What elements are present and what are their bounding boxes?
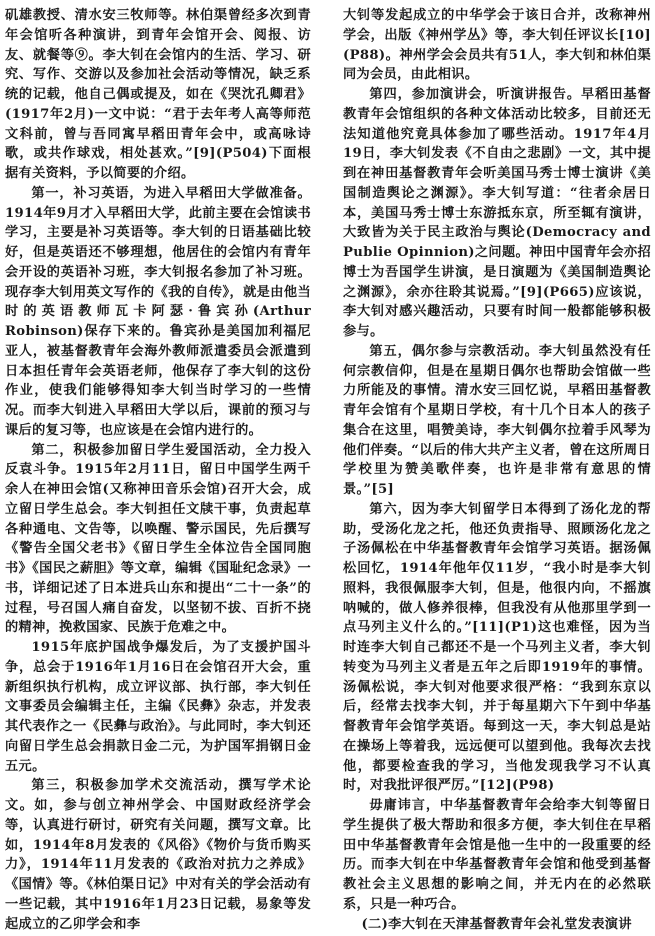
paragraph: 第四，参加演讲会，听演讲报告。早稻田基督教青年会馆组织的各种文体活动比较多，目前还无法知道他究竟具体参加了哪些活动。1917年4月19日，李大钊发表《不自由之悲剧》一文，其中提到在神田基督教青年会听美国马秀士博士演讲《美国制造舆论之渊源》。李大钊写道：“往者余居日本，美国马秀士博士东游抵东京，所至辄有演讲，大致皆为关于民主政治与舆论(Democracy and Publie Opinnion)之问题。神田中国青年会亦招博士为吾国学生讲演，是日演题为《美国制造舆论之渊源》，余亦往聆其说焉。”[9](P665)应该说，李大钊对感兴趣活动，只要有时间一般都能够积极参与。 [343,87,651,339]
paragraph: 第五，偶尔参与宗教活动。李大钊虽然没有任何宗教信仰，但是在星期日偶尔也帮助会馆做一些力所能及的事情。清水安三回忆说，早稻田基督教青年会馆有个星期日学校，有十几个日本人的孩子集合在这里，唱赞美诗，李大钊偶尔拉着手风琴为他们伴奏。“以后的伟大共产主义者，曾在这所周日学校里为赞美歌伴奏，也许是非常有意思的情景。”[5] [343,343,651,497]
paragraph: 第二，积极参加留日学生爱国活动，全力投入反袁斗争。1915年2月11日，留日中国学生两千余人在神田会馆(又称神田音乐会馆)召开大会，成立留日学生总会。李大钊担任文牍干事，负责起草各种通电、文告等，以唤醒、警示国民，先后撰写《警告全国父老书》《留日学生全体泣告全国同胞书》《国民之薪胆》等文章，编辑《国耻纪念录》一书，详细记述了日本进兵山东和提出“二十一条”的过程，号召国人痛自奋发，以坚韧不拔、百折不挠的精神，挽救国家、民族于危难之中。 [5,442,311,636]
paragraph: 第三，积极参加学术交流活动，撰写学术论文。如，参与创立神州学会、中国财政经济学会等，认真进行研讨，研究有关问题，撰写文章。比如，1914年8月发表的《风俗》《物价与货币购买力》，1914年11月发表的《政治对抗力之养成》《国情》等。《林伯渠日记》中对有关的学会活动有一些记载，其中1916年1月23日记载，易象等发起成立的乙卯学会和李 [5,778,311,932]
section-heading: (二)李大钊在天津基督教青年会礼堂发表演讲 [361,916,632,932]
paragraph: 矶雄教授、清水安三牧师等。林伯渠曾经多次到青年会馆听各种演讲，到青年会馆开会、阅报、访友、就餐等⑨。李大钊在会馆内的生活、学习、研究、写作、交游以及参加社会活动等情况，缺乏系统的记载，他自己偶或提及，如在《哭沈孔卿君》(1917年2月)一文中说：“君于去年考人高等师范文科前，曾与吾同寓早稻田青年会中，或高咏诗歌，或共作球戏，相处甚欢。”[9](P504)下面根据有关资料，予以简要的介绍。 [5,8,311,181]
paragraph: 大钊等发起成立的中华学会于该日合并，改称神州学会，出版《神州学丛》等，李大钊任评议长[10](P88)。神州学会会员共有51人，李大钊和林伯渠同为会员，由此相识。 [343,8,651,83]
paragraph: 1915年底护国战争爆发后，为了支援护国斗争，总会于1916年1月16日在会馆召开大会，重新组织执行机构，成立评议部、执行部，李大钊任文事委员会编辑主任，主编《民彝》杂志，并发表其代表作之一《民彝与政治》。与此同时，李大钊还向留日学生总会捐款日金二元，为护国军捐钢日金五元。 [5,640,311,774]
left-column [5,6,311,934]
paragraph: 第六，因为李大钊留学日本得到了汤化龙的帮助，受汤化龙之托，他还负责指导、照顾汤化龙之子汤佩松在中华基督教青年会馆学习英语。据汤佩松回忆，1914年他年仅11岁，“我小时是李大钊照料，我很佩服李大钊，但是，他很内向，不摇旗呐喊的，做人修养很棒，但我没有从他那里学到一点马列主义什么的。”[11](P1)这也难怪，因为当时连李大钊自己都还不是一个马列主义者，李大钊转变为马列主义者是五年之后即1919年的事情。汤佩松说，李大钊对他要求很严格：“我到东京以后，经常去找李大钊，并于每星期六下午到中华基督教青年会馆学英语。每到这一天，李大钊总是站在操场上等着我，远远便可以望到他。我每次去找他，都要检查我的学习，当他发现我学习不认真时，对我批评很严厉。”[12](P98) [343,501,651,794]
paragraph: 第一，补习英语，为进入早稻田大学做准备。1914年9月才入早稻田大学，此前主要在会馆读书学习，主要是补习英语等。李大钊的日语基础比较好，但是英语还不够理想，他居住的会馆内有青年会开设的英语补习班，李大钊报名参加了补习班。现存李大钊用英文写作的《我的自传》，就是由他当时的英语教师瓦卡阿瑟·鲁宾孙(Arthur Robinson)保存下来的。鲁宾孙是美国加利福尼亚人，被基督教青年会海外教师派遣委员会派遣到日本担任青年会英语老师，他保存了李大钊的这份作业，使我们能够得知李大钊当时学习的一些情况。而李大钊进入早稻田大学以后，课前的预习与课后的复习等，也应该是在会馆内进行的。 [5,185,311,438]
right-column [343,6,651,934]
paragraph: 毋庸讳言，中华基督教青年会给李大钊等留日学生提供了极大帮助和很多方便，李大钊住在早稻田中华基督教青年会馆是他一生中的一段重要的经历。而李大钊在中华基督教青年会馆和他受到基督教社会主义思想的影响之间，并无内在的必然联系，只是一种巧合。 [343,798,651,912]
